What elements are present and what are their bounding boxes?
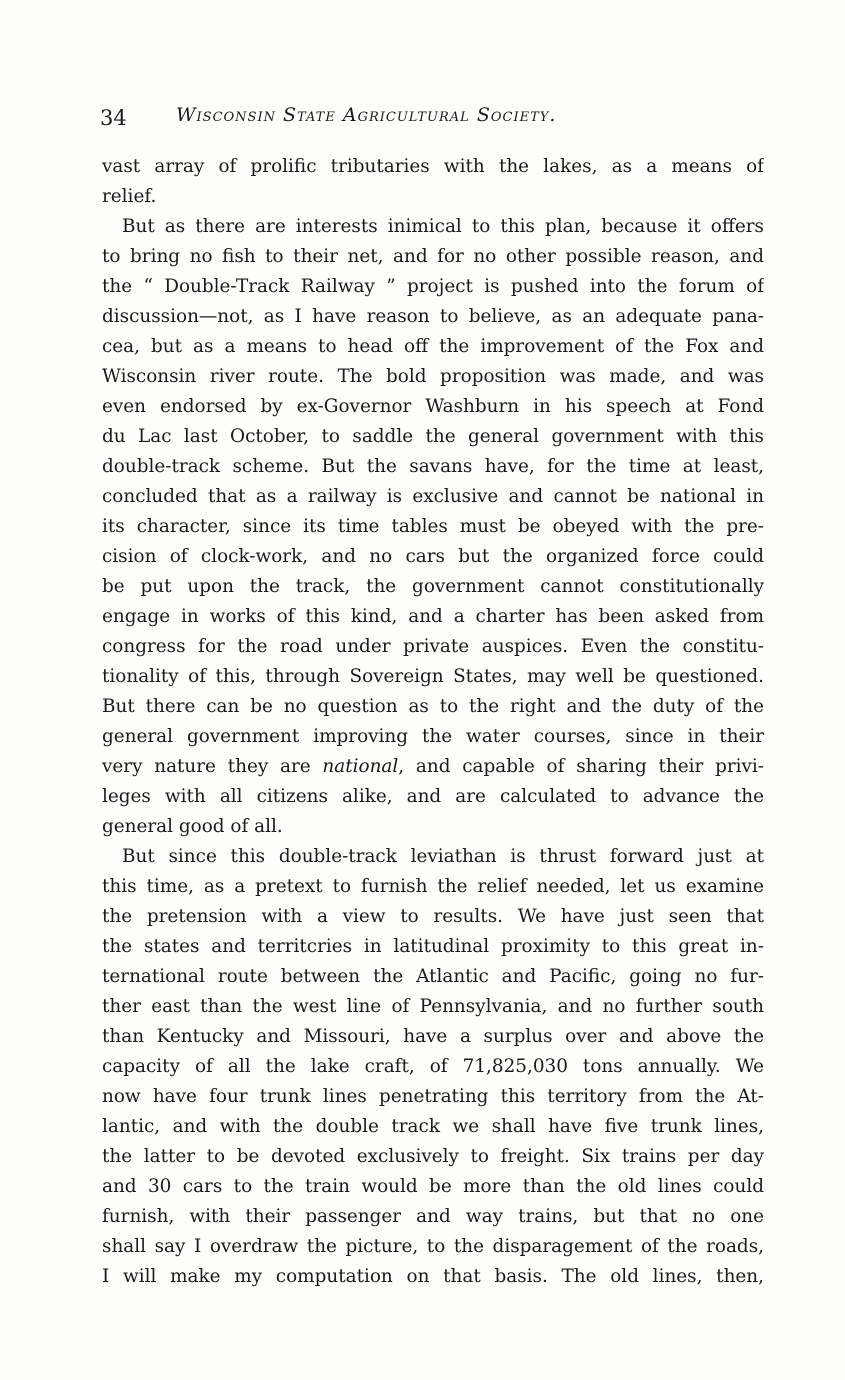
text-line: furnish, with their passenger and way trains, but that no one (102, 1206, 764, 1227)
paragraph-2 (102, 212, 764, 842)
text-line-mixed (102, 752, 764, 782)
text-line: But there can be no question as to the right and the duty of the (102, 696, 764, 717)
text-line: this time, as a pretext to furnish the relief needed, let us examine (102, 876, 764, 897)
text-line: even endorsed by ex-Governor Washburn in his speech at Fond (102, 396, 764, 417)
text-line: vast array of prolific tributaries with the lakes, as a means of (102, 156, 764, 177)
page-header (100, 100, 765, 134)
text-line: ther east than the west line of Pennsylvania, and no further south (102, 996, 764, 1017)
text-line: now have four trunk lines penetrating this territory from the At- (102, 1086, 764, 1107)
text-segment: very nature they are (102, 756, 311, 777)
text-line: cea, but as a means to head off the improvement of the Fox and (102, 336, 764, 357)
text-line: shall say I overdraw the picture, to the disparagement of the roads, (102, 1236, 764, 1257)
text-line: than Kentucky and Missouri, have a surplus over and above the (102, 1026, 764, 1047)
page-number: 34 (100, 106, 127, 130)
text-line: the “ Double-Track Railway ” project is pushed into the forum of (102, 276, 764, 297)
text-line: du Lac last October, to saddle the general government with this (102, 426, 764, 447)
text-line: the states and territcries in latitudinal proximity to this great in- (102, 936, 764, 957)
body-text (102, 152, 764, 1292)
text-line: general good of all. (102, 816, 283, 837)
text-line: Wisconsin river route. The bold proposition was made, and was (102, 366, 764, 387)
paragraph-1 (102, 152, 764, 212)
text-line: double-track scheme. But the savans have, for the time at least, (102, 456, 764, 477)
text-line: I will make my computation on that basis. The old lines, then, (102, 1266, 764, 1287)
text-line: be put upon the track, the government cannot constitutionally (102, 576, 764, 597)
text-line: But since this double-track leviathan is thrust forward just at (122, 846, 764, 867)
text-line: engage in works of this kind, and a charter has been asked from (102, 606, 764, 627)
running-head: Wisconsin State Agricultural Society. (176, 104, 557, 126)
text-line: concluded that as a railway is exclusive and cannot be national in (102, 486, 764, 507)
text-line: its character, since its time tables must be obeyed with the pre- (102, 516, 764, 537)
text-line: discussion—not, as I have reason to believe, as an adequate pana- (102, 306, 764, 327)
text-line: to bring no fish to their net, and for no other possible reason, and (102, 246, 764, 267)
text-line: lantic, and with the double track we shall have five trunk lines, (102, 1116, 764, 1137)
text-line: the pretension with a view to results. We have just seen that (102, 906, 764, 927)
text-line: But as there are interests inimical to this plan, because it offers (122, 216, 764, 237)
text-line: capacity of all the lake craft, of 71,825,030 tons annually. We (102, 1056, 764, 1077)
text-line: relief. (102, 186, 157, 207)
paragraph-3 (102, 842, 764, 1292)
text-line: and 30 cars to the train would be more than the old lines could (102, 1176, 764, 1197)
text-segment: , and capable of sharing their privi- (398, 756, 764, 777)
text-line: congress for the road under private auspices. Even the constitu- (102, 636, 764, 657)
text-line: leges with all citizens alike, and are calculated to advance the (102, 786, 764, 807)
text-line: the latter to be devoted exclusively to freight. Six trains per day (102, 1146, 764, 1167)
text-line: general government improving the water courses, since in their (102, 726, 764, 747)
emphasis-national: national (322, 756, 399, 777)
text-line: tionality of this, through Sovereign States, may well be questioned. (102, 666, 764, 687)
text-line: cision of clock-work, and no cars but the organized force could (102, 546, 764, 567)
text-line: ternational route between the Atlantic and Pacific, going no fur- (102, 966, 764, 987)
